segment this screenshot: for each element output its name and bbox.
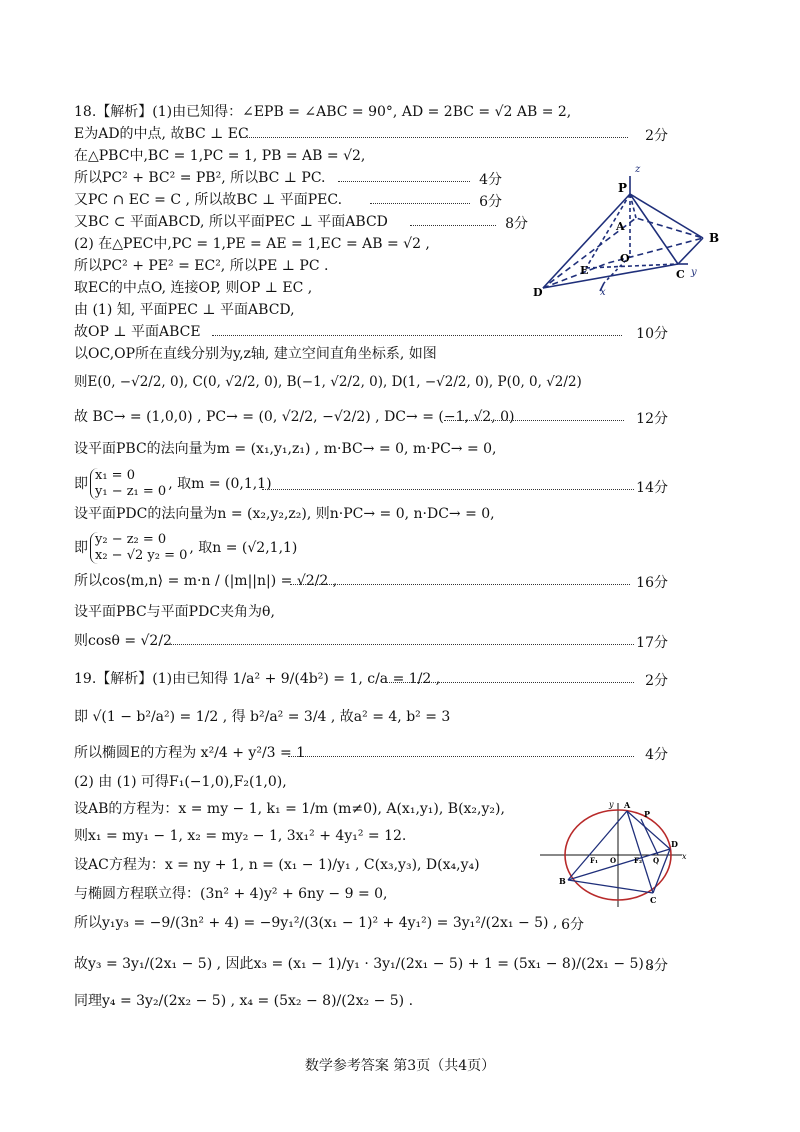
score-4: 8分 (505, 216, 528, 232)
eq: y₂ − z₂ = 0 (95, 532, 167, 547)
score-9: 17分 (636, 635, 668, 651)
eq: y₁ − z₁ = 0 (95, 484, 167, 499)
label-B: B (709, 231, 720, 245)
score-2: 4分 (479, 172, 502, 188)
label-P: P (618, 181, 628, 195)
q18-line-1: 18.【解析】(1)由已知得：∠EPB = ∠ABC = 90°, AD = 2BC = √2 AB = 2, (74, 104, 572, 120)
label-F2: F₂ (634, 856, 643, 865)
ellipse-figure (540, 795, 690, 907)
label-B: B (559, 876, 566, 886)
dot-leader (240, 137, 628, 138)
label-x: x (600, 287, 606, 298)
q19-line-9: 所以y₁y₃ = −9/(3n² + 4) = −9y₁²/(3(x₁ − 1)² + 4y₁²) = 3y₁²/(2x₁ − 5) , (74, 915, 558, 931)
q18-line-2: E为AD的中点, 故BC ⊥ EC (74, 126, 249, 142)
eq: x₁ = 0 (95, 468, 135, 483)
q18-line-3: 在△PBC中,BC = 1,PC = 1, PB = AB = √2, (74, 148, 366, 164)
score-5: 10分 (636, 326, 668, 342)
label-z: z (635, 164, 641, 175)
score-1: 2分 (645, 128, 668, 144)
label-Q: Q (653, 856, 660, 865)
score-11: 4分 (645, 747, 668, 763)
q18-line-4: 所以PC² + BC² = PB², 所以BC ⊥ PC. (74, 170, 326, 186)
page-footer: 数学参考答案 第3页（共4页） (304, 1058, 496, 1074)
q18-line-13: 则E(0, −√2/2, 0), C(0, √2/2, 0), B(−1, √2/2, 0), D(1, −√2/2, 0), P(0, 0, √2/2) (74, 374, 582, 390)
label-C: C (650, 895, 657, 905)
q19-line-2: 即 √(1 − b²/a²) = 1/2 , 得 b²/a² = 3/4 , 故a² = 4, b² = 3 (74, 709, 451, 725)
q18-line-8: 所以PC² + PE² = EC², 所以PE ⊥ PC . (74, 258, 329, 274)
q18-line-16-pre: 即 (74, 476, 88, 492)
score-6: 12分 (636, 411, 668, 427)
dot-leader (262, 489, 634, 490)
q19-line-11: 同理y₄ = 3y₂/(2x₂ − 5) , x₄ = (5x₂ − 8)/(2x₂ − 5) . (74, 993, 414, 1009)
dot-leader (338, 181, 470, 182)
equation-system (90, 468, 166, 500)
q18-line-9: 取EC的中点O, 连接OP, 则OP ⊥ EC , (74, 280, 313, 296)
q18-line-7: (2) 在△PEC中,PC = 1,PE = AE = 1,EC = AB = √2 , (74, 236, 430, 252)
q18-line-11: 故OP ⊥ 平面ABCE (74, 324, 201, 340)
q19-line-10: 故y₃ = 3y₁/(2x₁ − 5) , 因此x₃ = (x₁ − 1)/y₁ · 3y₁/(2x₁ − 5) + 1 = (5x₁ − 8)/(2x₁ − 5) . (74, 956, 653, 972)
score-12: 6分 (561, 917, 584, 933)
score-3: 6分 (479, 194, 502, 210)
pyramid-figure (528, 158, 738, 300)
q18-line-18-post: , 取n = (√2,1,1) (189, 540, 298, 556)
q19-line-3: 所以椭圆E的方程为 x²/4 + y²/3 = 1 (74, 745, 306, 761)
q18-line-18 (74, 532, 297, 564)
label-F1: F₁ (590, 856, 599, 865)
q19-line-5: 设AB的方程为：x = my − 1, k₁ = 1/m (m≠0), A(x₁,y₁), B(x₂,y₂), (74, 801, 505, 817)
label-A: A (616, 220, 625, 233)
label-O: O (610, 856, 617, 865)
dot-leader (168, 644, 634, 645)
label-A: A (624, 800, 631, 810)
q19-line-1: 19.【解析】(1)由已知得 1/a² + 9/(4b²) = 1, c/a = 1/2 , (74, 671, 441, 687)
q18-line-21: 则cosθ = √2/2 (74, 633, 172, 649)
label-y: y (691, 267, 697, 278)
q18-line-16 (74, 468, 272, 500)
label-D: D (533, 286, 543, 299)
q18-line-6: 又BC ⊂ 平面ABCD, 所以平面PEC ⊥ 平面ABCD (74, 214, 388, 230)
dot-leader (370, 203, 470, 204)
label-C: C (676, 268, 685, 281)
edge-PB (630, 194, 703, 238)
q19-line-4: (2) 由 (1) 可得F₁(−1,0),F₂(1,0), (74, 774, 287, 790)
score-7: 14分 (636, 480, 668, 496)
label-E: E (580, 264, 589, 277)
dot-leader (444, 420, 624, 421)
q19-line-6: 则x₁ = my₁ − 1, x₂ = my₂ − 1, 3x₁² + 4y₁² = 12. (74, 828, 407, 844)
q18-line-18-pre: 即 (74, 540, 88, 556)
q18-line-5: 又PC ∩ EC = C , 所以故BC ⊥ 平面PEC. (74, 192, 343, 208)
q19-line-8: 与椭圆方程联立得：(3n² + 4)y² + 6ny − 9 = 0, (74, 886, 388, 902)
q18-line-10: 由 (1) 知, 平面PEC ⊥ 平面ABCD, (74, 302, 295, 318)
dot-leader (212, 335, 622, 336)
dot-leader (290, 584, 630, 585)
q19-line-7: 设AC方程为：x = ny + 1, n = (x₁ − 1)/y₁ , C(x₃,y₃), D(x₄,y₄) (74, 857, 480, 873)
score-10: 2分 (645, 673, 668, 689)
label-P: P (644, 809, 651, 819)
label-D: D (671, 839, 678, 849)
equation-system (90, 532, 187, 564)
label-O: O (620, 252, 630, 265)
label-x: x (682, 852, 687, 861)
q18-line-14: 故 BC→ = (1,0,0) , PC→ = (0, √2/2, −√2/2) , DC→ = (−1, √2, 0) (74, 409, 515, 425)
eq: x₂ − √2 y₂ = 0 (95, 548, 188, 563)
q18-line-20: 设平面PBC与平面PDC夹角为θ, (74, 604, 275, 620)
q18-line-16-post: , 取m = (0,1,1) (168, 476, 272, 492)
dot-leader (288, 756, 634, 757)
score-13: 8分 (645, 958, 668, 974)
dot-leader (386, 682, 634, 683)
label-y: y (609, 800, 614, 809)
q18-line-19: 所以cos⟨m,n⟩ = m·n / (|m||n|) = √2/2 , (74, 573, 338, 589)
q18-line-17: 设平面PDC的法向量为n = (x₂,y₂,z₂), 则n·PC→ = 0, n·DC→ = 0, (74, 506, 495, 522)
dot-leader (410, 225, 496, 226)
q18-line-15: 设平面PBC的法向量为m = (x₁,y₁,z₁) , m·BC→ = 0, m·PC→ = 0, (74, 441, 497, 457)
q18-line-12: 以OC,OP所在直线分别为y,z轴, 建立空间直角坐标系, 如图 (74, 346, 437, 362)
score-8: 16分 (636, 575, 668, 591)
